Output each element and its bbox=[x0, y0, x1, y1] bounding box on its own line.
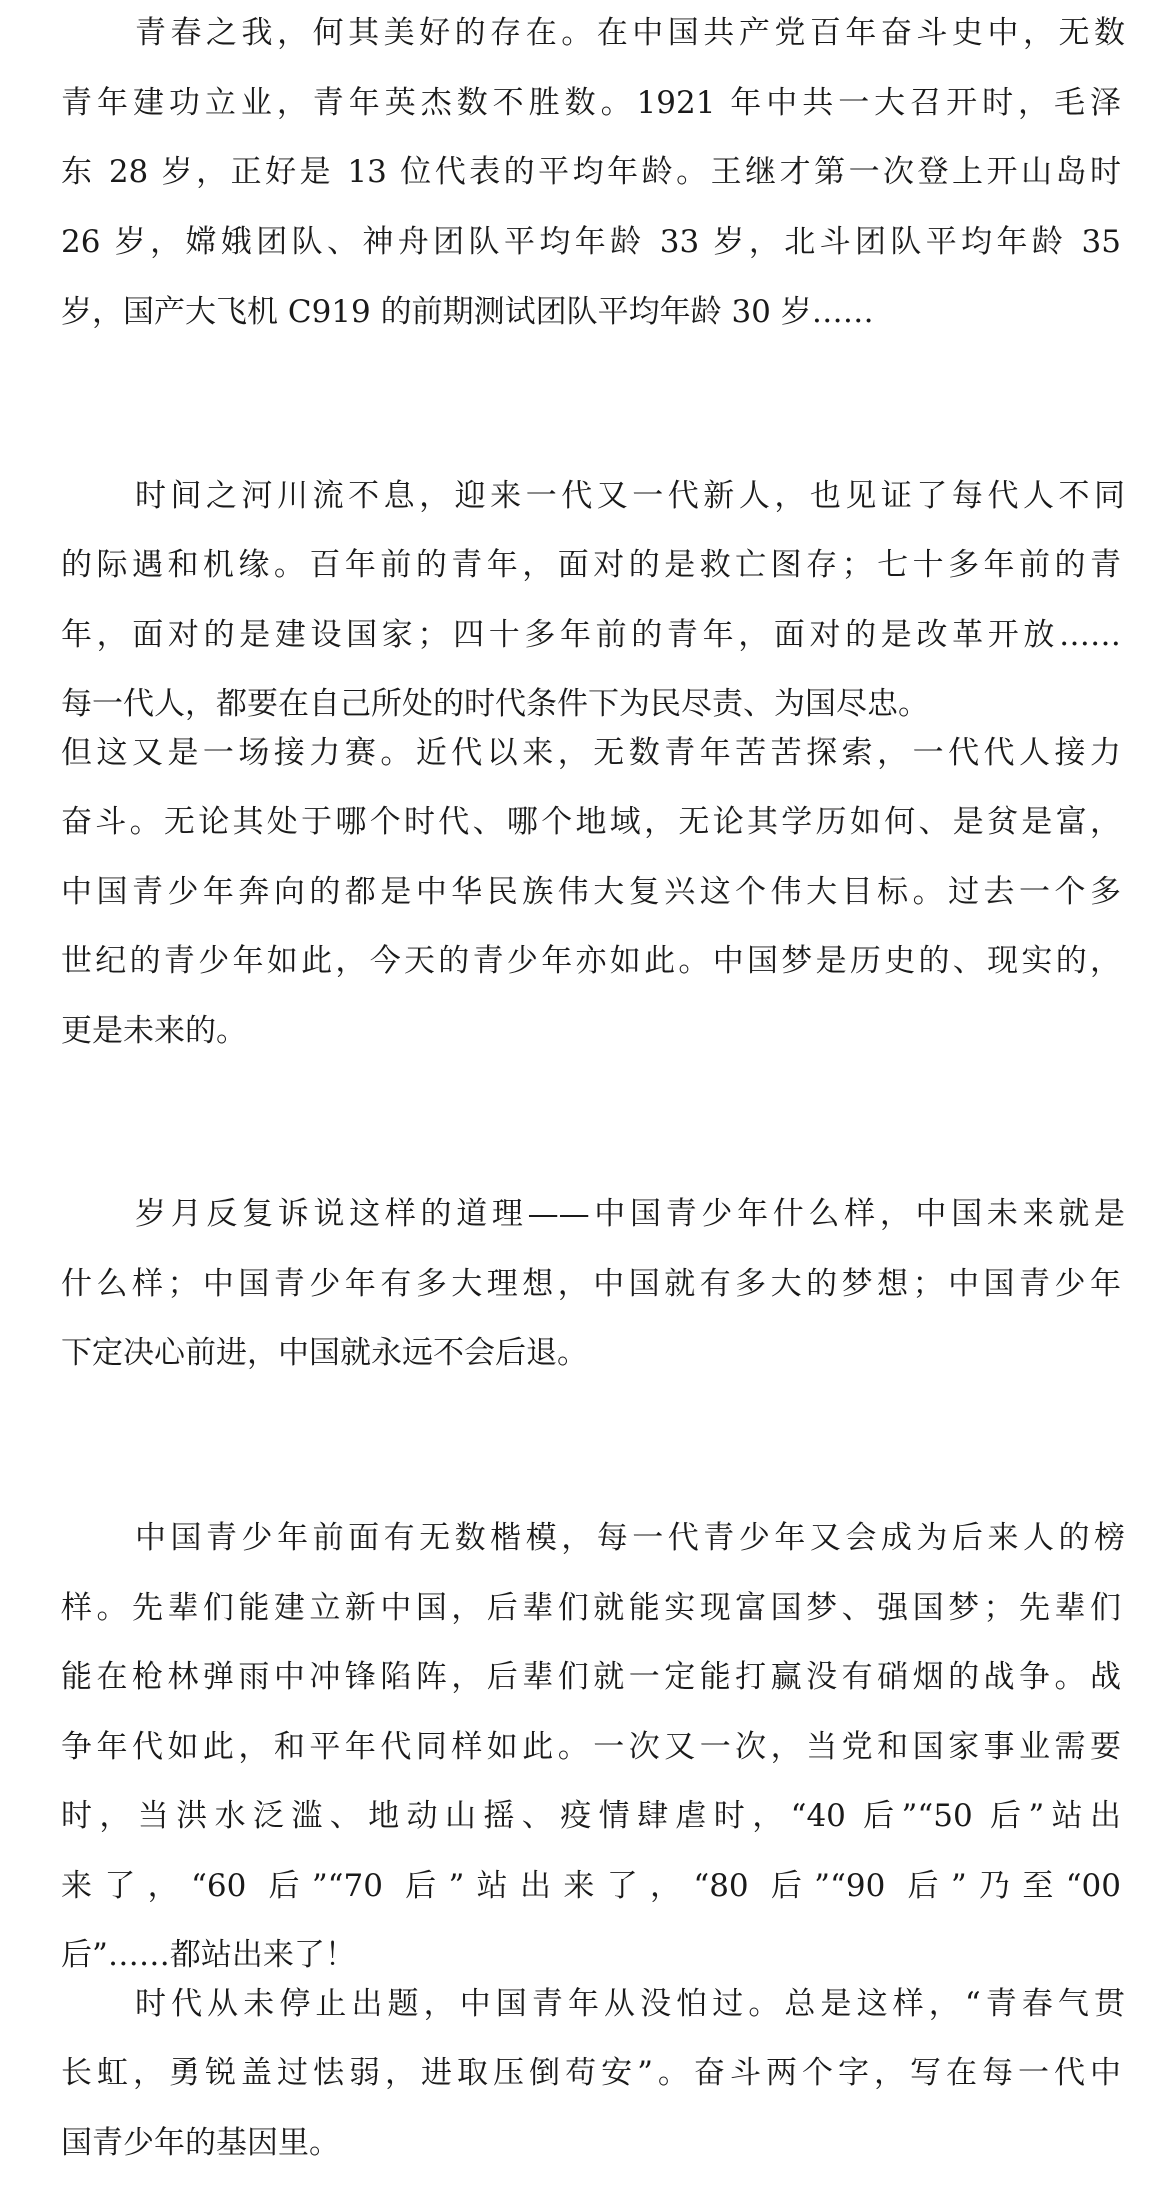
paragraph-6-line-3: 国青少年的基因里。 bbox=[61, 2125, 340, 2161]
paragraph-5-line-1: 中国青少年前面有无数楷模，每一代青少年又会成为后来人的榜 bbox=[135, 1520, 1125, 1556]
paragraph-4-line-3: 下定决心前进，中国就永远不会后退。 bbox=[61, 1335, 588, 1371]
paragraph-3-line-4: 世纪的青少年如此，今天的青少年亦如此。中国梦是历史的、现实的， bbox=[61, 943, 1121, 979]
paragraph-5-line-5: 时，当洪水泛滥、地动山摇、疫情肆虐时，“40 后”“50 后”站出 bbox=[61, 1798, 1121, 1834]
paragraph-3-line-3: 中国青少年奔向的都是中华民族伟大复兴这个伟大目标。过去一个多 bbox=[61, 874, 1121, 910]
paragraph-2-line-4: 每一代人，都要在自己所处的时代条件下为民尽责、为国尽忠。 bbox=[61, 686, 929, 722]
paragraph-5-line-4: 争年代如此，和平年代同样如此。一次又一次，当党和国家事业需要 bbox=[61, 1729, 1121, 1765]
paragraph-1-line-1: 青春之我，何其美好的存在。在中国共产党百年奋斗史中，无数 bbox=[135, 15, 1125, 51]
paragraph-1-line-2: 青年建功立业，青年英杰数不胜数。1921 年中共一大召开时，毛泽 bbox=[61, 85, 1121, 121]
paragraph-6-line-1: 时代从未停止出题，中国青年从没怕过。总是这样，“青春气贯 bbox=[135, 1986, 1125, 2022]
paragraph-5-line-2: 样。先辈们能建立新中国，后辈们就能实现富国梦、强国梦；先辈们 bbox=[61, 1590, 1121, 1626]
paragraph-4-line-1: 岁月反复诉说这样的道理——中国青少年什么样，中国未来就是 bbox=[135, 1196, 1125, 1232]
paragraph-1-line-5: 岁，国产大飞机 C919 的前期测试团队平均年龄 30 岁…… bbox=[61, 294, 874, 330]
paragraph-2-line-3: 年，面对的是建设国家；四十多年前的青年，面对的是改革开放…… bbox=[61, 617, 1121, 653]
paragraph-6-line-2: 长虹，勇锐盖过怯弱，进取压倒苟安”。奋斗两个字，写在每一代中 bbox=[61, 2055, 1121, 2091]
paragraph-2-line-1: 时间之河川流不息，迎来一代又一代新人，也见证了每代人不同 bbox=[135, 478, 1125, 514]
paragraph-2-line-2: 的际遇和机缘。百年前的青年，面对的是救亡图存；七十多年前的青 bbox=[61, 547, 1121, 583]
paragraph-4-line-2: 什么样；中国青少年有多大理想，中国就有多大的梦想；中国青少年 bbox=[61, 1266, 1121, 1302]
paragraph-5-line-7: 后”……都站出来了！ bbox=[61, 1937, 356, 1973]
paragraph-3-line-1: 但这又是一场接力赛。近代以来，无数青年苦苦探索，一代代人接力 bbox=[61, 735, 1121, 771]
paragraph-1-line-4: 26 岁，嫦娥团队、神舟团队平均年龄 33 岁，北斗团队平均年龄 35 bbox=[61, 224, 1121, 260]
paragraph-5-line-6: 来了，“60 后”“70 后”站出来了，“80 后”“90 后”乃至“00 bbox=[61, 1868, 1121, 1904]
paragraph-5-line-3: 能在枪林弹雨中冲锋陷阵，后辈们就一定能打赢没有硝烟的战争。战 bbox=[61, 1659, 1121, 1695]
paragraph-3-line-5: 更是未来的。 bbox=[61, 1013, 247, 1049]
paragraph-3-line-2: 奋斗。无论其处于哪个时代、哪个地域，无论其学历如何、是贫是富， bbox=[61, 804, 1121, 840]
paragraph-1-line-3: 东 28 岁，正好是 13 位代表的平均年龄。王继才第一次登上开山岛时 bbox=[61, 154, 1121, 190]
